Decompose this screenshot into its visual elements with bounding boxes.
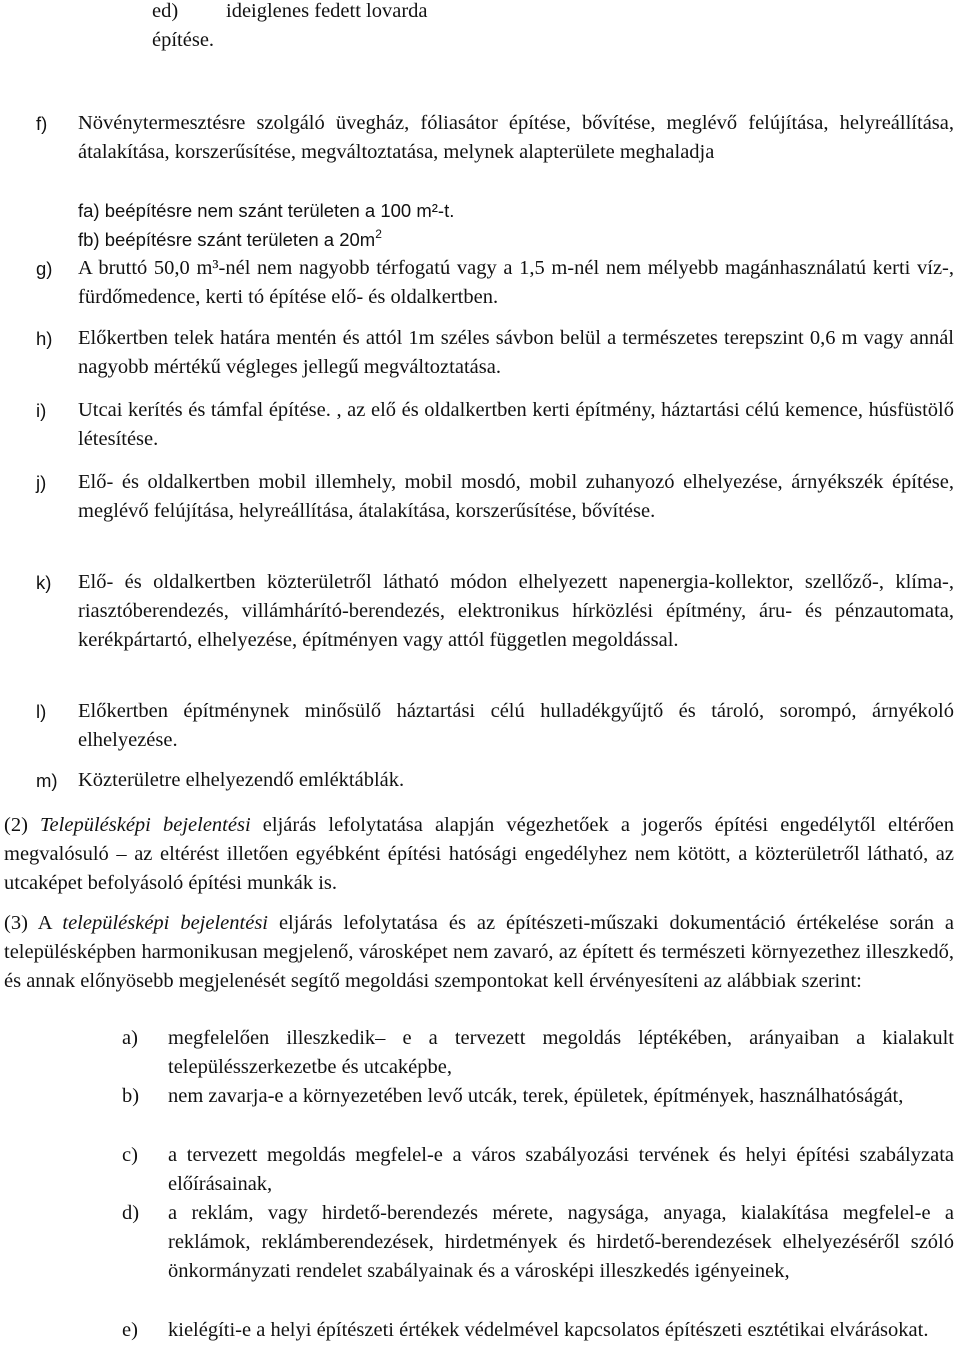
criteria-marker: a) <box>122 1027 138 1049</box>
list-item-text: ideiglenes fedett lovarda <box>226 0 428 22</box>
criteria-marker: d) <box>122 1202 140 1224</box>
list-item-i: Utcai kerítés és támfal építése. , az elő és oldalkertben kerti építmény, háztartási célú kemence, húsfüstölő létesítése. <box>78 399 954 450</box>
list-marker: j) <box>36 472 47 493</box>
list-item-j: Elő- és oldalkertben mobil illemhely, mobil mosdó, mobil zuhanyozó elhelyezése, árnyékszék építése, meglévő felújítása, helyreállítása, átalakítása, korszerűsítése, bővítése. <box>78 471 954 522</box>
list-item-g: A bruttó 50,0 m³-nél nem nagyobb térfogatú vagy a 1,5 m-nél nem mélyebb magánhasználatú kerti víz-, fürdőmedence, kerti tó építése elő- és oldalkertben. <box>78 257 954 308</box>
criteria-item-d: a reklám, vagy hirdető-berendezés mérete, nagysága, anyaga, kialakítása megfelel-e a reklámok, reklámberendezések, hirdetmények és hirdető-berendezések elhelyezéséről szóló önkormányzati rendelet szabályainak és a városképi illeszkedés igényeinek, <box>168 1202 954 1282</box>
list-marker: ed) <box>152 0 179 22</box>
paragraph-body: eljárás lefolytatása alapján végezhetőek a jogerős építési engedélytől eltérően megvalósuló – az eltérést illetően egyébként építési hatósági engedélyhez nem kötött, a közterületről látható, az utcaképet befolyásoló építési munkák is. <box>4 814 955 894</box>
criteria-marker: e) <box>122 1319 138 1341</box>
list-marker: l) <box>36 701 47 722</box>
criteria-item-a: megfelelően illeszkedik– e a tervezett megoldás léptékében, arányaiban a kialakult településszerkezetbe és utcaképbe, <box>168 1027 954 1078</box>
list-item-h: Előkertben telek határa mentén és attól 1m széles sávbon belül a természetes terepszint 0,6 m vagy annál nagyobb mértékű végleges jellegű megváltoztatása. <box>78 327 954 378</box>
criteria-item-c: a tervezett megoldás megfelel-e a város szabályozási tervének és helyi építési szabályzata előírásainak, <box>168 1144 954 1195</box>
criteria-marker: c) <box>122 1144 138 1166</box>
list-marker: k) <box>36 572 52 593</box>
list-marker: i) <box>36 400 47 421</box>
sub-item-fa: fa) beépítésre nem szánt területen a 100 m²-t. <box>78 200 455 221</box>
paragraph-2 <box>4 811 954 898</box>
list-item-text-continued: építése. <box>152 29 215 51</box>
list-marker: g) <box>36 258 53 279</box>
paragraph-italic-term: Településképi bejelentési <box>40 814 251 836</box>
paragraph-body: eljárás lefolytatása és az építészeti-műszaki dokumentáció értékelése során a településképben harmonikusan megjelenő, városképet nem zavaró, az épített és természeti környezethez illeszkedő, és annak előnyösebb megjelenését segítő megoldási szempontokat kell érvényesíteni az alábbiak szerint: <box>4 912 954 992</box>
list-marker: h) <box>36 328 53 349</box>
list-item-ed <box>152 0 552 55</box>
list-item-m: Közterületre elhelyezendő emléktáblák. <box>78 769 405 791</box>
criteria-marker: b) <box>122 1085 140 1107</box>
sub-item-fb <box>78 225 778 254</box>
criteria-item-b: nem zavarja-e a környezetében levő utcák, terek, épületek, építmények, használhatóságát, <box>168 1085 904 1107</box>
sub-item-fb-text: fb) beépítésre szánt területen a 20m <box>78 229 376 250</box>
paragraph-3 <box>4 909 954 996</box>
list-marker: f) <box>36 113 48 134</box>
paragraph-italic-term: településképi bejelentési <box>62 912 268 934</box>
superscript: 2 <box>375 227 382 241</box>
list-marker: m) <box>36 770 58 791</box>
list-item-l: Előkertben építménynek minősülő háztartási célú hulladékgyűjtő és tároló, sorompó, árnyékoló elhelyezése. <box>78 700 954 751</box>
list-item-f: Növénytermesztésre szolgáló üvegház, fóliasátor építése, bővítése, meglévő felújítása, helyreállítása, átalakítása, korszerűsítése, megváltoztatása, melynek alapterülete meghaladja <box>78 112 954 163</box>
list-item-k: Elő- és oldalkertben közterületről látható módon elhelyezett napenergia-kollektor, szellőző-, klíma-, riasztóberendezés, villámhárító-berendezés, elektronikus hírközlési építmény, áru- és pénzautomata, kerékpártartó, elhelyezése, építményen vagy attól független megoldással. <box>78 571 954 651</box>
criteria-item-e: kielégíti-e a helyi építészeti értékek védelmével kapcsolatos építészeti esztétikai elvárásokat. <box>168 1319 929 1341</box>
paragraph-prefix: (2) <box>4 814 41 836</box>
paragraph-prefix: (3) A <box>4 912 63 934</box>
